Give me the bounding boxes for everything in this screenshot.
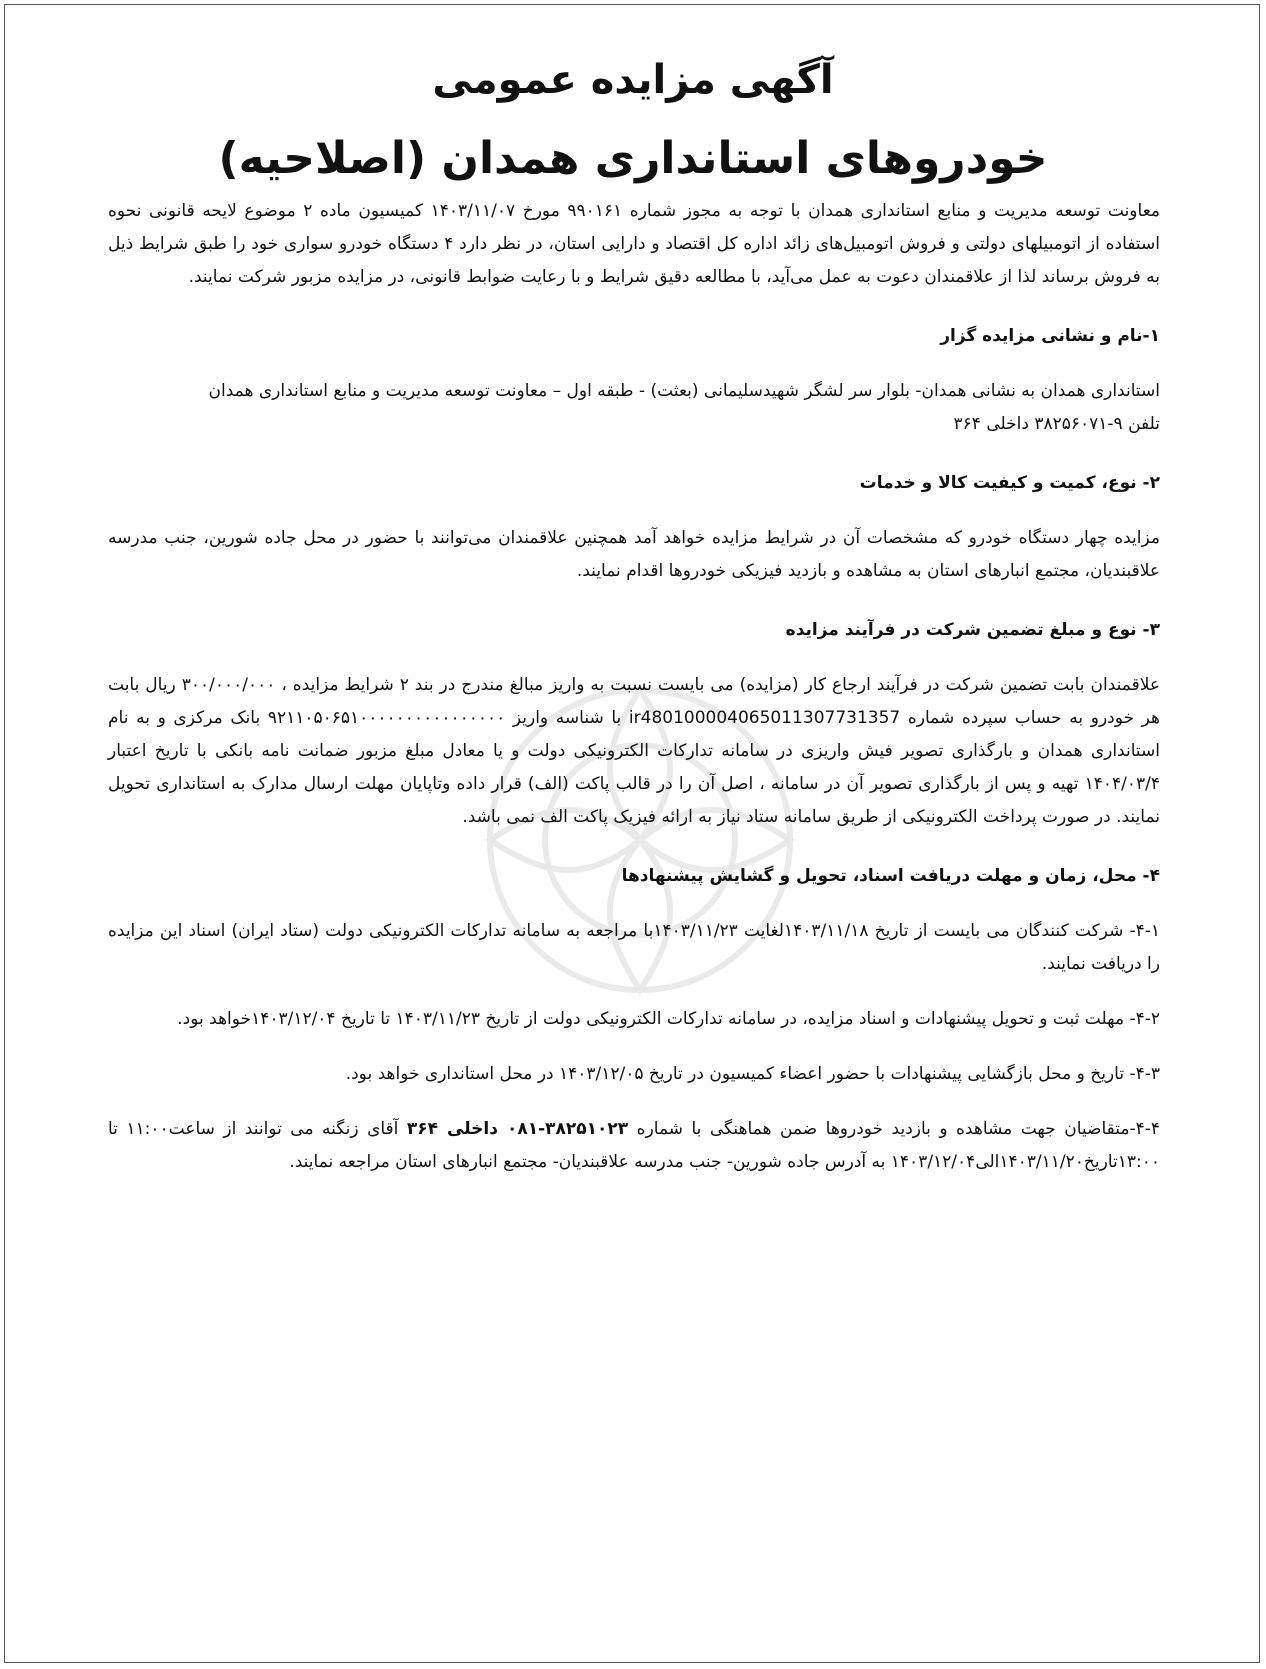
deposit-text-part1: علاقمندان بابت تضمین شرکت در فرآیند ارجاع کار (مزایده) می بایست نسبت به واریز مبالغ مندرج در بند ۲ شرایط مزایده ، ۳۰۰/۰۰۰/۰۰۰ ریال بابت هر خودرو به حساب سپرده شماره: [108, 675, 1161, 728]
section-4-item-3: ۴-۳- تاریخ و محل بازگشایی پیشنهادات با حضور اعضاء کمیسیون در تاریخ ۱۴۰۳/۱۲/۰۵ در محل استانداری خواهد بود.: [345, 1064, 1160, 1084]
section-4-item-2: ۴-۲- مهلت ثبت و تحویل پیشنهادات و اسناد مزایده، در سامانه تدارکات الکترونیکی دولت از تاریخ ۱۴۰۳/۱۱/۲۳ تا تاریخ ۱۴۰۳/۱۲/۰۴خواهد بود.: [177, 1009, 1160, 1029]
auctioneer-phone: تلفن ۹-۳۸۲۵۶۰۷۱ داخلی ۳۶۴: [953, 414, 1160, 434]
visit-text-part2: آقای زنگنه می توانند از ساعت۱۱:۰۰ تا ۱۳:۰۰تاریخ۱۴۰۳/۱۱/۲۰الی۱۴۰۳/۱۲/۰۴ به آدرس جاده شورین- جنب مدرسه علاقبندیان- مجتمع انبارهای استان مراجعه نمایند.: [108, 1119, 1160, 1172]
deposit-text-part2: با شناسه واریز ۹۲۱۱۰۵۰۶۵۱۰۰۰۰۰۰۰۰۰۰۰۰۰۰۰۰ بانک مرکزی و به نام استانداری همدان و بارگذاری تصویر فیش واریزی در سامانه تدارکات الکترونیکی دولت و یا معادل مبلغ مزبور ضمانت نامه بانکی با تاریخ اعتبار ۱۴۰۴/۰۳/۴ تهیه و پس از بارگذاری تصویر آن در سامانه ، اصل آن را در قالب پاکت (الف) قرار داده وتاپایان مهلت ارسال مدارک به استانداری تحویل نمایند. در صورت پرداخت الکترونیکی از طریق سامانه ستاد نیاز به ارائه فیزیک پاکت الف نمی باشد.: [108, 708, 1160, 827]
intro-paragraph: معاونت توسعه مدیریت و منابع استانداری همدان با توجه به مجوز شماره ۹۹۰۱۶۱ مورخ ۱۴۰۳/۱۱/۰۷ کمیسیون ماده ۲ موضوع لایحه قانونی نحوه استفاده از اتومبیلهای دولتی و فروش اتومبیل‌های زائد اداره کل اقتصاد و دارایی استان، در نظر دارد ۴ دستگاه خودرو سواری خود را طبق شرایط ذیل به فروش برساند لذا از علاقمندان دعوت به عمل می‌آید، با مطالعه دقیق شرایط و با رعایت ضوابط قانونی، در مزایده مزبور شرکت نمایند.: [108, 201, 1160, 287]
section-4-heading: ۴- محل، زمان و مهلت دریافت اسناد، تحویل و گشایش پیشنهادها: [621, 866, 1160, 886]
notice-subtitle: خودروهای استانداری همدان (اصلاحیه): [218, 133, 1048, 184]
section-4-item-4: [108, 1113, 1160, 1179]
section-2-body: مزایده چهار دستگاه خودرو که مشخصات آن در شرایط مزایده خواهد آمد همچنین علاقمندان می‌توانند با حضور در محل جاده شورین، جنب مدرسه علاقبندیان، مجتمع انبارهای استان به مشاهده و بازدید فیزیکی خودروها اقدام نمایند.: [108, 528, 1160, 581]
section-3-body: [108, 669, 1160, 834]
visit-text-part1: ۴-۴-متقاضیان جهت مشاهده و بازدید خودروها ضمن هماهنگی با شماره: [636, 1119, 1161, 1139]
notice-title: آگهی مزایده عمومی: [432, 57, 834, 103]
section-3-heading: ۳- نوع و مبلغ تضمین شرکت در فرآیند مزایده: [785, 620, 1160, 640]
auctioneer-address: استانداری همدان به نشانی همدان- بلوار سر لشگر شهیدسلیمانی (بعثت) - طبقه اول – معاونت توسعه مدیریت و منابع استانداری همدان: [208, 381, 1160, 401]
section-4-item-1: ۴-۱- شرکت کنندگان می بایست از تاریخ ۱۴۰۳/۱۱/۱۸لغایت ۱۴۰۳/۱۱/۲۳با مراجعه به سامانه تدارکات الکترونیکی دولت (ستاد ایران) اسناد این مزایده را دریافت نمایند.: [108, 921, 1160, 974]
notice-body: [108, 195, 1160, 1179]
section-2-heading: ۲- نوع، کمیت و کیفیت کالا و خدمات: [859, 473, 1160, 493]
deposit-account-number: ir480100004065011307731357: [628, 708, 901, 728]
visit-contact-phone: ۳۸۲۵۱۰۲۳-۰۸۱ داخلی ۳۶۴: [406, 1119, 629, 1139]
section-1-heading: ۱-نام و نشانی مزایده گزار: [940, 326, 1160, 346]
